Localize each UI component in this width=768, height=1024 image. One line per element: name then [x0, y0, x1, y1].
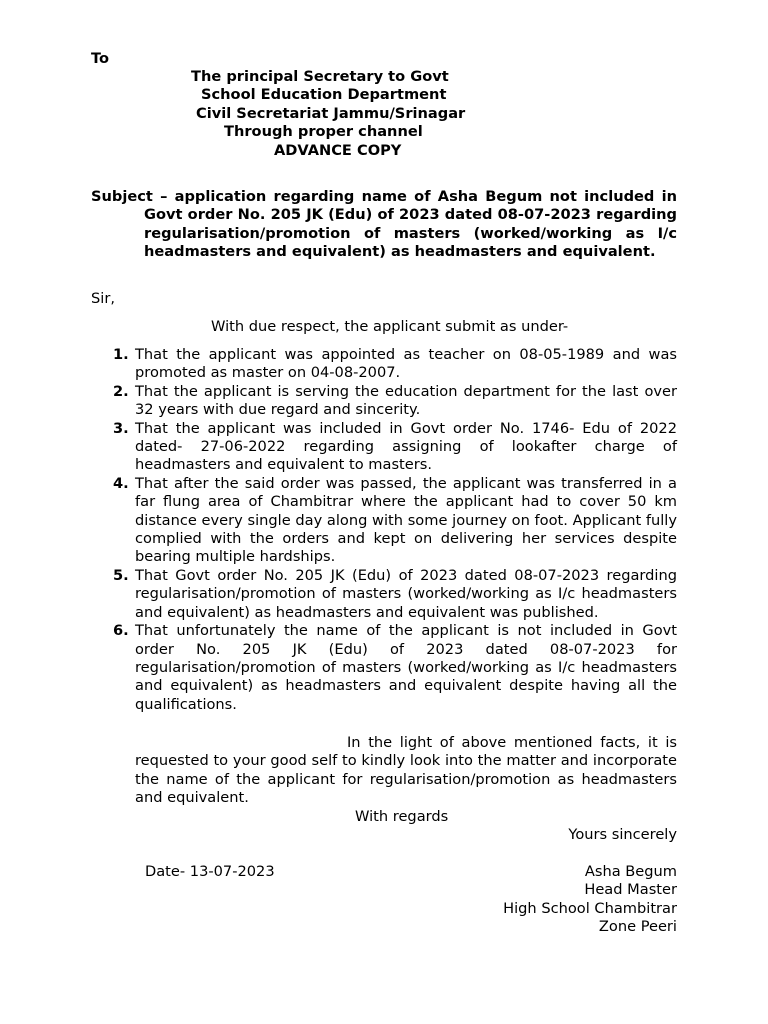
list-item-text: That the applicant was appointed as teacher on 08-05-1989 and was promoted as master on 04-08-2007.: [135, 346, 677, 382]
list-item-text: That after the said order was passed, the applicant was transferred in a far flung area of Chambitrar where the applicant had to cover 50 km distance every single day along with some journey on foot. Applicant fully complied with the orders and kept on delivering her services despite bearing multiple hardships.: [135, 474, 677, 566]
list-item: [113, 346, 677, 383]
yours-sincerely: Yours sincerely: [568, 826, 677, 843]
signatory-designation: Head Master: [584, 881, 677, 899]
address-line-recipient: The principal Secretary to Govt: [191, 68, 449, 85]
list-item-number: 5.: [113, 566, 129, 584]
address-line-secretariat: Civil Secretariat Jammu/Srinagar: [196, 105, 466, 122]
address-line-department: School Education Department: [201, 86, 447, 103]
list-item-number: 4.: [113, 474, 129, 492]
list-item: [113, 566, 677, 622]
list-item-number: 3.: [113, 419, 129, 437]
signatory-zone: Zone Peeri: [598, 918, 677, 936]
closing-paragraph: In the light of above mentioned facts, it is requested to your good self to kindly look into the matter and incorporate the name of the applicant for regularisation/promotion as headmasters and equivalent.: [135, 734, 677, 807]
subject-line: Subject – application regarding name of Asha Begum not included in Govt order No. 205 JK (Edu) of 2023 dated 08-07-2023 regarding regularisation/promotion of masters (worked/working as I/c headmasters and equivalent) as headmasters and equivalent.: [91, 188, 677, 261]
signatory-name: Asha Begum: [584, 863, 677, 880]
list-item: [113, 622, 677, 714]
list-item-text: That Govt order No. 205 JK (Edu) of 2023 dated 08-07-2023 regarding regularisation/promotion of masters (worked/working as I/c headmasters and equivalent) as headmasters and equivalent was published.: [135, 566, 677, 621]
letter-date: Date- 13-07-2023: [145, 863, 275, 880]
signature-block: [503, 863, 677, 937]
address-line-channel: Through proper channel: [224, 123, 423, 140]
list-item-text: That the applicant was included in Govt order No. 1746- Edu of 2022 dated- 27-06-2022 regarding assigning of lookafter charge of headmasters and equivalent to masters.: [135, 419, 677, 474]
intro-line: With due respect, the applicant submit as under-: [211, 318, 569, 335]
with-regards: With regards: [355, 808, 449, 825]
list-item-number: 1.: [113, 346, 129, 363]
list-item: [113, 419, 677, 475]
list-item-number: 6.: [113, 622, 129, 640]
advance-copy-label: ADVANCE COPY: [274, 142, 402, 159]
points-list: [113, 346, 677, 714]
list-item: [113, 474, 677, 567]
salutation: Sir,: [91, 290, 115, 307]
list-item-number: 2.: [113, 382, 129, 400]
list-item-text: That the applicant is serving the education department for the last over 32 years with due regard and sincerity.: [135, 382, 677, 419]
signatory-school: High School Chambitrar: [503, 899, 677, 917]
list-item-text: That unfortunately the name of the applicant is not included in Govt order No. 205 JK (Edu) of 2023 dated 08-07-2023 for regularisation/promotion of masters (worked/working as I/c headmasters and equivalent) as headmasters and equivalent despite having all the qualifications.: [135, 622, 677, 713]
list-item: [113, 382, 677, 420]
to-label: To: [91, 50, 110, 67]
